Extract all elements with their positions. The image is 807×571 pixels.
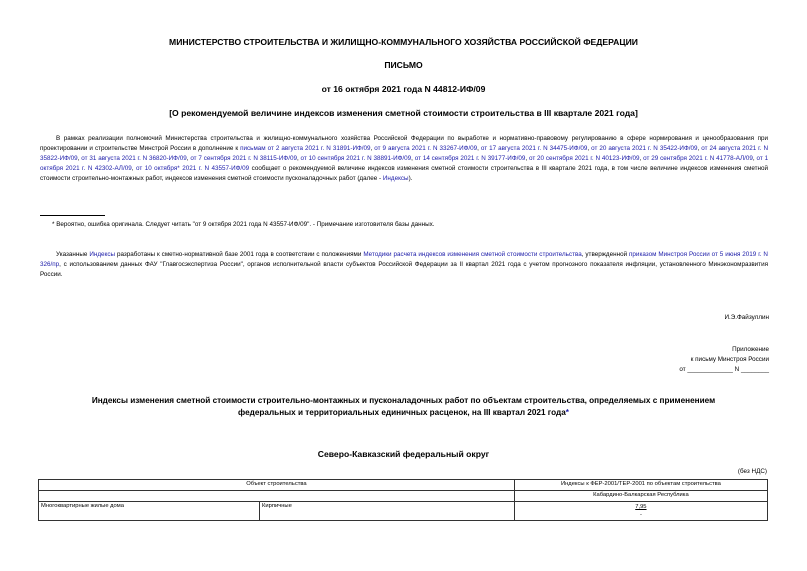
annex-title-line2: федеральных и территориальных единичных расценок, на III квартал 2021 года* (238, 408, 569, 417)
letter-link-9[interactable]: от 14 сентября 2021 г. N 39177-ИФ/09 (414, 155, 526, 162)
order-link[interactable]: приказом Минстроя России от 5 июня 2019 г. N 326/пр (40, 251, 768, 268)
footnote: * Вероятно, ошибка оригинала. Следует читать "от 9 октября 2021 года N 43557-ИФ/09". - Примечание изготовителя базы данных. (52, 221, 435, 228)
federal-district-heading: Северо-Кавказский федеральный округ (317, 449, 490, 459)
document-date-number: от 16 октября 2021 года N 44812-ИФ/09 (321, 84, 486, 94)
indices-link-2[interactable]: Индексы (89, 251, 116, 258)
region-header: Кабардино-Балкарская Республика (514, 491, 767, 502)
indices-table (38, 479, 768, 521)
document-type: ПИСЬМО (384, 60, 423, 70)
ministry-heading: МИНИСТЕРСТВО СТРОИТЕЛЬСТВА И ЖИЛИЩНО-КОММУНАЛЬНОГО ХОЗЯЙСТВА РОССИЙСКОЙ ФЕДЕРАЦИИ (169, 37, 638, 47)
letter-link-10[interactable]: от 20 сентября 2021 г. N 40123-ИФ/09 (528, 155, 640, 162)
blank-cell (39, 491, 515, 502)
annex-title-line1: Индексы изменения сметной стоимости строительно-монтажных и пусконаладочных работ по объектам строительства, определяемых с применением (91, 396, 716, 405)
letter-link-1[interactable]: письмам от 2 августа 2021 г. N 31891-ИФ/09 (240, 145, 371, 152)
indices-link[interactable]: Индексы (382, 175, 409, 182)
letter-link-2[interactable]: от 9 августа 2021 г. N 33267-ИФ/09 (374, 145, 478, 152)
letter-link-8[interactable]: от 10 сентября 2021 г. N 38891-ИФ/09 (300, 155, 412, 162)
paragraph-intro: В рамках реализации полномочий Министерства строительства и жилищно-коммунального хозяйства Российской Федерации по выработке и нормативно-правовому регулированию в сфере нормирования и ценообразования при проектировании и строительстве Минстрой России в дополнение к письмам от 2 августа 2021 г. N 31891-ИФ/09, от 9 августа 2021 г. N 33267-ИФ/09, от 17 августа 2021 г. N 34475-ИФ/09, от 20 августа 2021 г. N 35422-ИФ/09, от 24 августа 2021 г. N 35822-ИФ/09, от 31 августа 2021 г. N 36820-ИФ/09, от 7 сентября 2021 г. N 38115-ИФ/09, от 10 сентября 2021 г. N 38891-ИФ/09, от 14 сентября 2021 г. N 39177-ИФ/09, от 20 сентября 2021 г. N 40123-ИФ/09, от 29 сентября 2021 г. N 41778-АЛ/09, от 1 октября 2021 г. N 42302-АЛ/09, от 10 октября* 2021 г. N 43557-ИФ/09 сообщает о рекомендуемой величине индексов изменения сметной стоимости строительства в III квартале 2021 года, в том числе величине индексов изменения сметной стоимости строительно-монтажных работ, индексов изменения сметной стоимости пусконаладочных работ (далее - Индексы). (40, 135, 769, 182)
letter-link-3[interactable]: от 17 августа 2021 г. N 34475-ИФ/09 (480, 145, 588, 152)
table-region-row (39, 491, 768, 502)
column-header-indices: Индексы к ФЕР-2001/ТЕР-2001 по объектам строительства (514, 480, 767, 491)
type-cell: Кирпичные (260, 502, 515, 521)
appendix-label: Приложение (732, 346, 769, 353)
letter-link-5[interactable]: от 24 августа 2021 г. N 35822-ИФ/09 (40, 145, 769, 162)
table-header-row (39, 480, 768, 491)
letter-link-12[interactable]: от 1 октября 2021 г. N 42302-АЛ/09 (40, 155, 769, 172)
appendix-date-number: от _____________ N ________ (679, 366, 769, 373)
object-cell: Многоквартирные жилые дома (39, 502, 260, 521)
footnote-divider (40, 215, 105, 216)
letter-link-13[interactable]: от 10 октября* 2021 г. N 43557-ИФ/09 (135, 165, 250, 172)
letter-link-7[interactable]: от 7 сентября 2021 г. N 38115-ИФ/09 (190, 155, 297, 162)
value-cell: 7,95 - (514, 502, 767, 521)
letter-link-6[interactable]: от 31 августа 2021 г. N 36820-ИФ/09 (81, 155, 187, 162)
column-header-object: Объект строительства (39, 480, 515, 491)
vat-note: (без НДС) (737, 468, 767, 475)
appendix-block (679, 345, 769, 375)
letter-link-11[interactable]: от 29 сентября 2021 г. N 41778-АЛ/09 (643, 155, 753, 162)
methodology-link[interactable]: Методики расчета индексов изменения сметной стоимости строительства (363, 251, 582, 258)
table-row (39, 502, 768, 521)
appendix-reference: к письму Минстроя России (690, 356, 769, 363)
signature: И.Э.Файзуллин (724, 314, 769, 321)
text: В рамках реализации полномочий Министерства строительства и жилищно-коммунального хозяйства Российской Федерации по выработке и нормативно-правовому регулированию в сфере нормирования и ценообразования при проектировании и строительстве Минстрой России в дополнение к (40, 135, 768, 152)
annex-footnote-link[interactable]: * (565, 408, 569, 417)
paragraph-methodology: Указанные Индексы разработаны к сметно-нормативной базе 2001 года в соответствии с положениями Методики расчета индексов изменения сметной стоимости строительства, утвержденной приказом Минстроя России от 5 июня 2019 г. N 326/пр, с использованием данных ФАУ "Главгосэкспертиза России", органов исполнительной власти субъектов Российской Федерации за II квартал 2021 года с учетом прогнозного показателя инфляции, установленного Минэкономразвития России. (40, 251, 768, 278)
document-subject: [О рекомендуемой величине индексов изменения сметной стоимости строительства в III квартале 2021 года] (169, 108, 638, 118)
letter-link-4[interactable]: от 20 августа 2021 г. N 35422-ИФ/09 (591, 145, 698, 152)
